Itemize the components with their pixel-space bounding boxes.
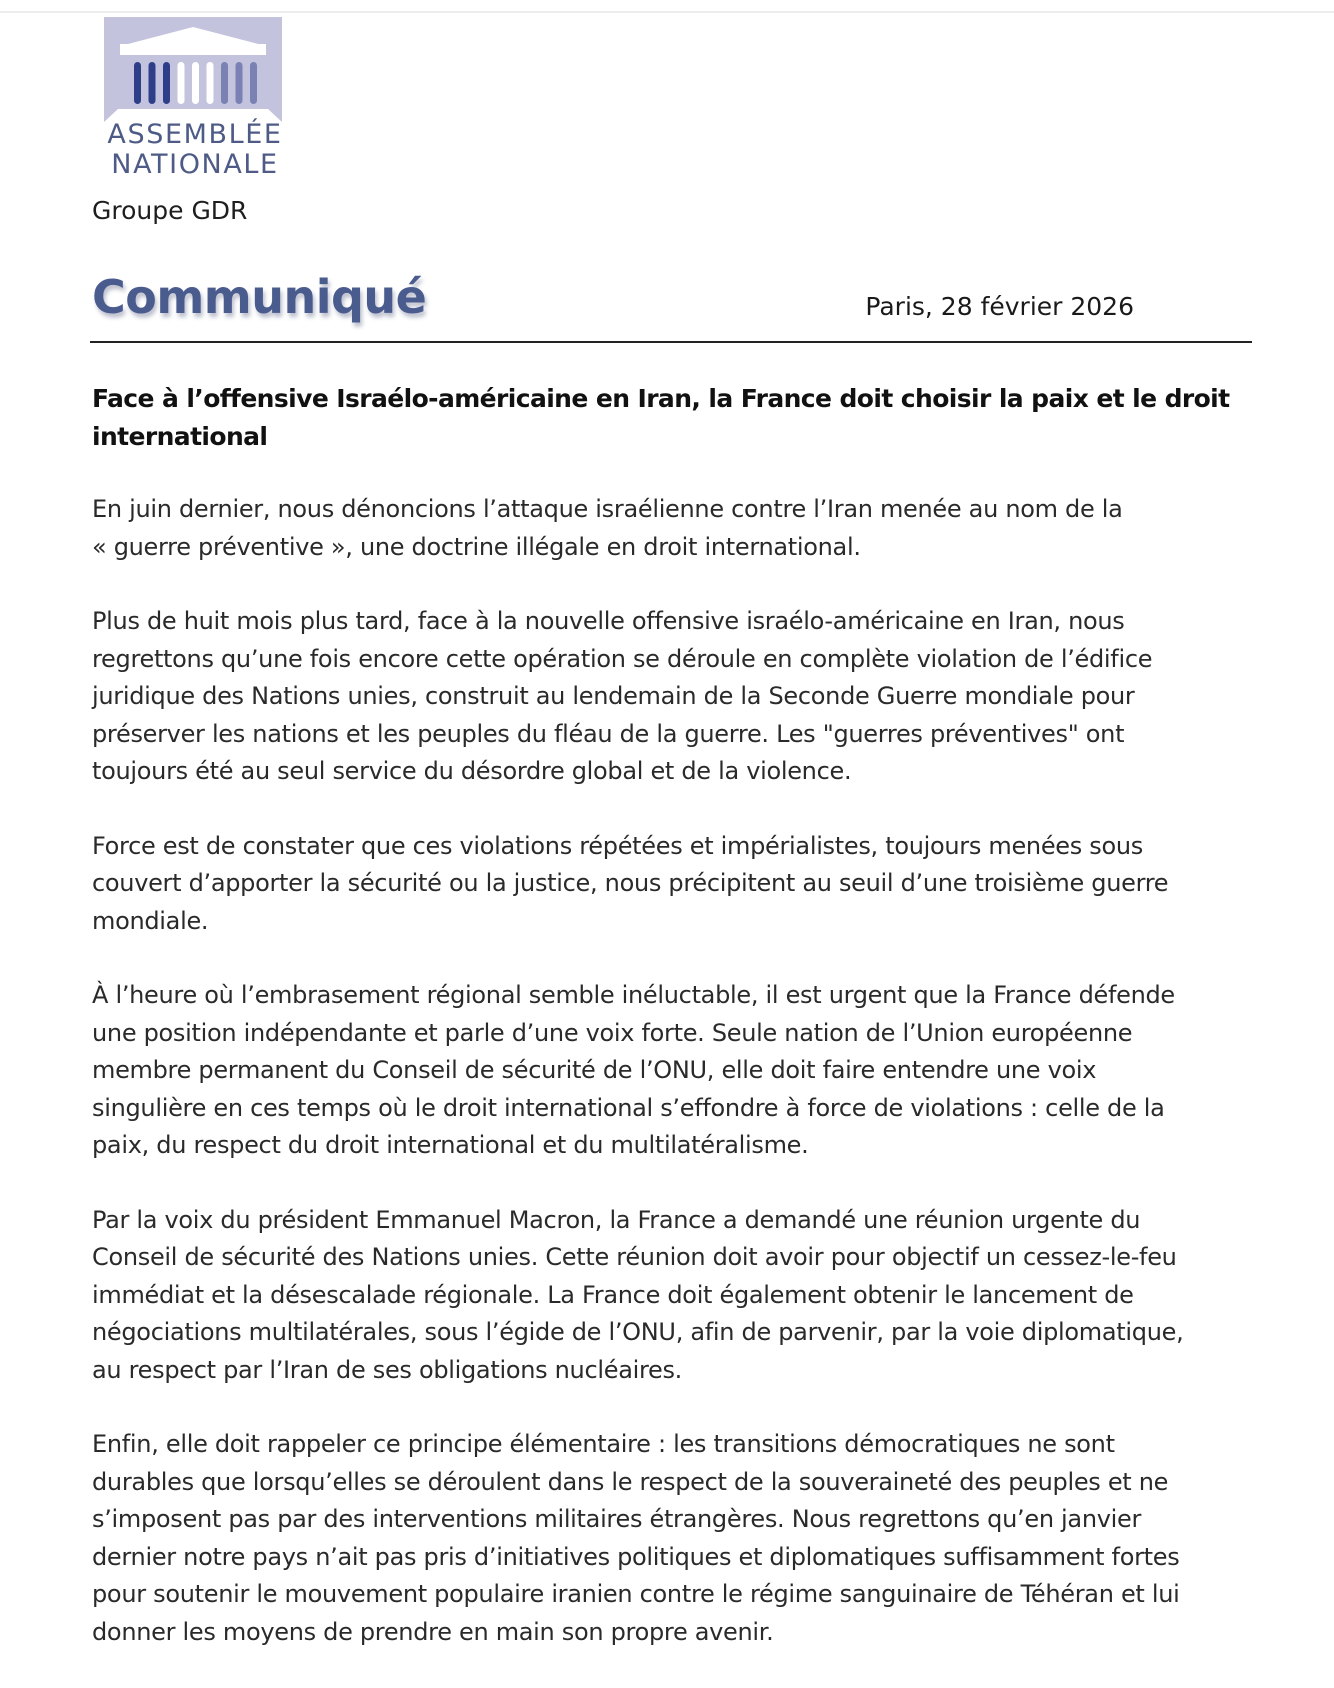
paragraph-line: pour soutenir le mouvement populaire iranien contre le régime sanguinaire de Téhéran et lui <box>92 1580 1180 1608</box>
paragraph <box>92 828 1252 941</box>
paragraph-line: immédiat et la désescalade régionale. La France doit également obtenir le lancement de <box>92 1280 1134 1309</box>
logo-line-1: ASSEMBLÉE <box>107 119 283 150</box>
logo-column <box>178 62 185 104</box>
logo-columns <box>134 62 257 104</box>
paragraph-line: toujours été au seul service du désordre global et de la violence. <box>92 757 852 785</box>
logo-pediment <box>124 27 262 45</box>
paragraph <box>92 603 1252 791</box>
paragraph-line: Force est de constater que ces violations répétées et impérialistes, toujours menées sous <box>92 831 1143 860</box>
headline <box>92 380 1232 456</box>
logo-column <box>134 62 141 104</box>
headline-line: Face à l’offensive Israélo-américaine en Iran, la France doit choisir la paix et le droit <box>92 384 1230 413</box>
logo-line-2: NATIONALE <box>111 149 279 180</box>
page-title: Communiqué <box>92 270 427 324</box>
top-divider <box>0 11 1334 13</box>
paragraph-line: juridique des Nations unies, construit au lendemain de la Seconde Guerre mondiale pour <box>92 682 1135 710</box>
paragraph-line: couvert d’apporter la sécurité ou la justice, nous précipitent au seuil d’une troisième guerre <box>92 869 1169 897</box>
headline-line: international <box>92 422 268 451</box>
paragraph <box>92 1202 1252 1390</box>
paragraph-line: regrettons qu’une fois encore cette opération se déroule en complète violation de l’édifice <box>92 644 1153 673</box>
logo-column <box>149 62 156 104</box>
logo-column <box>163 62 170 104</box>
paragraph-line: « guerre préventive », une doctrine illégale en droit international. <box>92 532 861 561</box>
paragraph-line: Conseil de sécurité des Nations unies. Cette réunion doit avoir pour objectif un cessez-le-feu <box>92 1243 1177 1271</box>
paragraph-line: À l’heure où l’embrasement régional semble inéluctable, il est urgent que la France défende <box>92 981 1175 1009</box>
paragraph-line: Enfin, elle doit rappeler ce principe élémentaire : les transitions démocratiques ne sont <box>92 1430 1115 1458</box>
logo-wordmark <box>104 120 286 180</box>
logo-column <box>236 62 243 104</box>
group-name: Groupe GDR <box>92 196 248 225</box>
logo-column <box>250 62 257 104</box>
paragraph-line: mondiale. <box>92 906 209 935</box>
paragraph-line: membre permanent du Conseil de sécurité de l’ONU, elle doit faire entendre une voix <box>92 1056 1097 1084</box>
paragraph-line: Par la voix du président Emmanuel Macron, la France a demandé une réunion urgente du <box>92 1205 1141 1234</box>
building-icon <box>104 17 282 122</box>
assemblee-nationale-logo <box>104 17 282 122</box>
date-line: Paris, 28 février 2026 <box>865 292 1134 321</box>
paragraph-line: au respect par l’Iran de ses obligations nucléaires. <box>92 1355 683 1384</box>
logo-column <box>207 62 214 104</box>
paragraph-line: s’imposent pas par des interventions militaires étrangères. Nous regrettons qu’en janvier <box>92 1505 1142 1533</box>
paragraph <box>92 977 1252 1165</box>
paragraph-line: préserver les nations et les peuples du fléau de la guerre. Les "guerres préventives" ont <box>92 719 1125 748</box>
paragraph-line: paix, du respect du droit international et du multilatéralisme. <box>92 1131 809 1159</box>
paragraph-line: En juin dernier, nous dénoncions l’attaque israélienne contre l’Iran menée au nom de la <box>92 495 1123 523</box>
logo-column <box>192 62 199 104</box>
logo-column <box>221 62 228 104</box>
paragraph <box>92 1426 1252 1651</box>
logo-entablature <box>120 44 266 55</box>
paragraph-line: une position indépendante et parle d’une voix forte. Seule nation de l’Union européenne <box>92 1018 1133 1047</box>
body-text <box>92 491 1252 1688</box>
paragraph-line: durables que lorsqu’elles se déroulent dans le respect de la souveraineté des peuples et ne <box>92 1467 1169 1496</box>
paragraph <box>92 491 1252 566</box>
paragraph-line: négociations multilatérales, sous l’égide de l’ONU, afin de parvenir, par la voie diplomatique, <box>92 1318 1184 1346</box>
paragraph-line: singulière en ces temps où le droit international s’effondre à force de violations : celle de la <box>92 1093 1165 1122</box>
paragraph-line: donner les moyens de prendre en main son propre avenir. <box>92 1617 774 1646</box>
header-divider <box>90 341 1252 343</box>
paragraph-line: dernier notre pays n’ait pas pris d’initiatives politiques et diplomatiques suffisamment fortes <box>92 1542 1180 1571</box>
paragraph-line: Plus de huit mois plus tard, face à la nouvelle offensive israélo-américaine en Iran, nous <box>92 607 1125 635</box>
